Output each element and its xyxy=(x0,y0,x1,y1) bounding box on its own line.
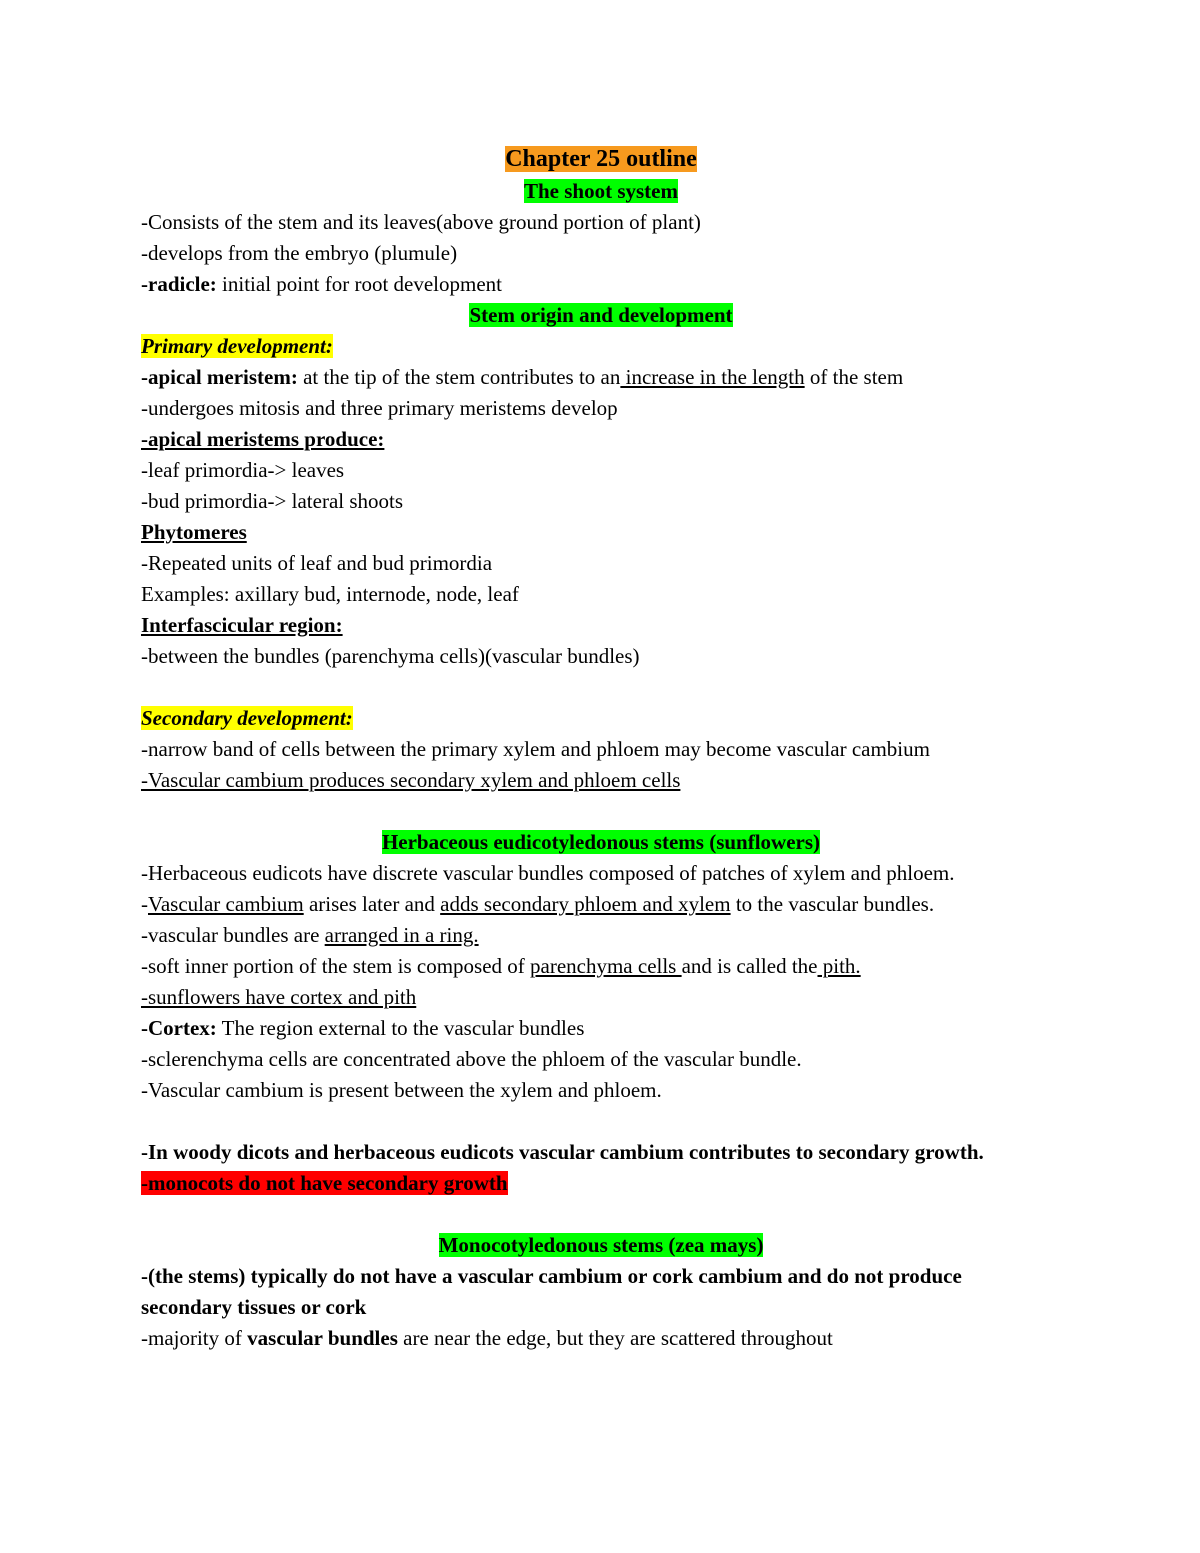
interfascicular-label: Interfascicular region: xyxy=(141,613,343,637)
narrow-band-line: -narrow band of cells between the primary xylem and phloem may become vascular cambium xyxy=(141,737,930,761)
vascular-cambium-produces-line xyxy=(141,765,1061,796)
term-cortex: -Cortex: xyxy=(141,1016,217,1040)
phytomeres-line xyxy=(141,517,1061,548)
document-page xyxy=(141,142,1061,1354)
scattered-text: are near the edge, but they are scattered throughout xyxy=(397,1326,833,1350)
herbaceous-line-3 xyxy=(141,920,1061,951)
term-apical-meristem: -apical meristem: xyxy=(141,365,298,389)
page-title: Chapter 25 outline xyxy=(505,146,697,172)
woody-dicots-statement: -In woody dicots and herbaceous eudicots vascular cambium contributes to secondary growth. xyxy=(141,1140,984,1164)
monocot-line-1: -(the stems) typically do not have a vascular cambium or cork cambium and do not produce secondary tissues or cork xyxy=(141,1264,962,1319)
arranged-ring-underlined: arranged in a ring. xyxy=(324,923,479,947)
cortex-definition: The region external to the vascular bundles xyxy=(216,1016,585,1040)
dash: - xyxy=(141,892,148,916)
title-line xyxy=(141,142,1061,176)
bundles-arranged-text: -vascular bundles are xyxy=(141,923,325,947)
monocot-line-2 xyxy=(141,1323,1061,1354)
herbaceous-line-1: -Herbaceous eudicots have discrete vascular bundles composed of patches of xylem and phloem. xyxy=(141,861,955,885)
arises-later-text: arises later and xyxy=(303,892,441,916)
apical-meristems-produce-label: -apical meristems produce: xyxy=(141,427,385,451)
term-vascular-bundles: vascular bundles xyxy=(247,1326,398,1350)
parenchyma-underlined: parenchyma cells xyxy=(530,954,682,978)
monocots-warning-line xyxy=(141,1168,1061,1199)
apical-meristem-text-end: of the stem xyxy=(804,365,904,389)
term-radicle: -radicle: xyxy=(141,272,217,296)
herbaceous-line-4 xyxy=(141,951,1061,982)
secondary-development-label: Secondary development: xyxy=(141,706,353,730)
leaf-primordia-line: -leaf primordia-> leaves xyxy=(141,458,345,482)
section-heading-shoot-system: The shoot system xyxy=(523,179,678,203)
primary-development-label: Primary development: xyxy=(141,334,333,358)
monocots-warning: -monocots do not have secondary growth xyxy=(141,1171,508,1195)
spacer xyxy=(141,1199,1061,1230)
herbaceous-line-7: -sclerenchyma cells are concentrated above the phloem of the vascular bundle. xyxy=(141,1047,802,1071)
herbaceous-line-2 xyxy=(141,889,1061,920)
apical-meristems-produce-line xyxy=(141,424,1061,455)
section-heading-herbaceous: Herbaceous eudicotyledonous stems (sunflowers) xyxy=(381,830,821,854)
herbaceous-line-5 xyxy=(141,982,1061,1013)
section-heading-monocot: Monocotyledonous stems (zea mays) xyxy=(438,1233,764,1257)
shoot-line-2: -develops from the embryo (plumule) xyxy=(141,241,458,265)
interfascicular-line xyxy=(141,610,1061,641)
herbaceous-line-6 xyxy=(141,1013,1061,1044)
radicle-definition: initial point for root development xyxy=(216,272,502,296)
vascular-cambium-produces-text: -Vascular cambium produces secondary xylem and phloem cells xyxy=(141,768,681,792)
called-the-text: and is called the xyxy=(681,954,818,978)
herbaceous-heading-line xyxy=(141,827,1061,858)
bud-primordia-line: -bud primordia-> lateral shoots xyxy=(141,489,404,513)
examples-line: Examples: axillary bud, internode, node, leaf xyxy=(141,582,519,606)
between-bundles-line: -between the bundles (parenchyma cells)(vascular bundles) xyxy=(141,644,640,668)
apical-meristem-text: at the tip of the stem contributes to an xyxy=(297,365,621,389)
adds-secondary-underlined: adds secondary phloem and xylem xyxy=(440,892,731,916)
apical-meristem-line xyxy=(141,362,1061,393)
spacer xyxy=(141,796,1061,827)
spacer xyxy=(141,1106,1061,1137)
shoot-line-3 xyxy=(141,269,1061,300)
section-heading-stem-origin: Stem origin and development xyxy=(469,303,733,327)
to-bundles-text: to the vascular bundles. xyxy=(730,892,935,916)
herbaceous-line-8: -Vascular cambium is present between the xylem and phloem. xyxy=(141,1078,662,1102)
shoot-system-heading-line xyxy=(141,176,1061,207)
pith-underlined: pith. xyxy=(817,954,861,978)
vascular-cambium-underlined: Vascular cambium xyxy=(148,892,304,916)
repeated-units-line: -Repeated units of leaf and bud primordia xyxy=(141,551,493,575)
stem-origin-heading-line xyxy=(141,300,1061,331)
sunflowers-cortex-pith: -sunflowers have cortex and pith xyxy=(141,985,417,1009)
spacer xyxy=(141,672,1061,703)
phytomeres-label: Phytomeres xyxy=(141,520,247,544)
monocot-heading-line xyxy=(141,1230,1061,1261)
majority-text: -majority of xyxy=(141,1326,248,1350)
secondary-development-line xyxy=(141,703,1061,734)
primary-development-line xyxy=(141,331,1061,362)
shoot-line-1: -Consists of the stem and its leaves(above ground portion of plant) xyxy=(141,210,701,234)
soft-inner-text: -soft inner portion of the stem is composed of xyxy=(141,954,531,978)
mitosis-line: -undergoes mitosis and three primary meristems develop xyxy=(141,396,618,420)
increase-length-underlined: increase in the length xyxy=(620,365,805,389)
